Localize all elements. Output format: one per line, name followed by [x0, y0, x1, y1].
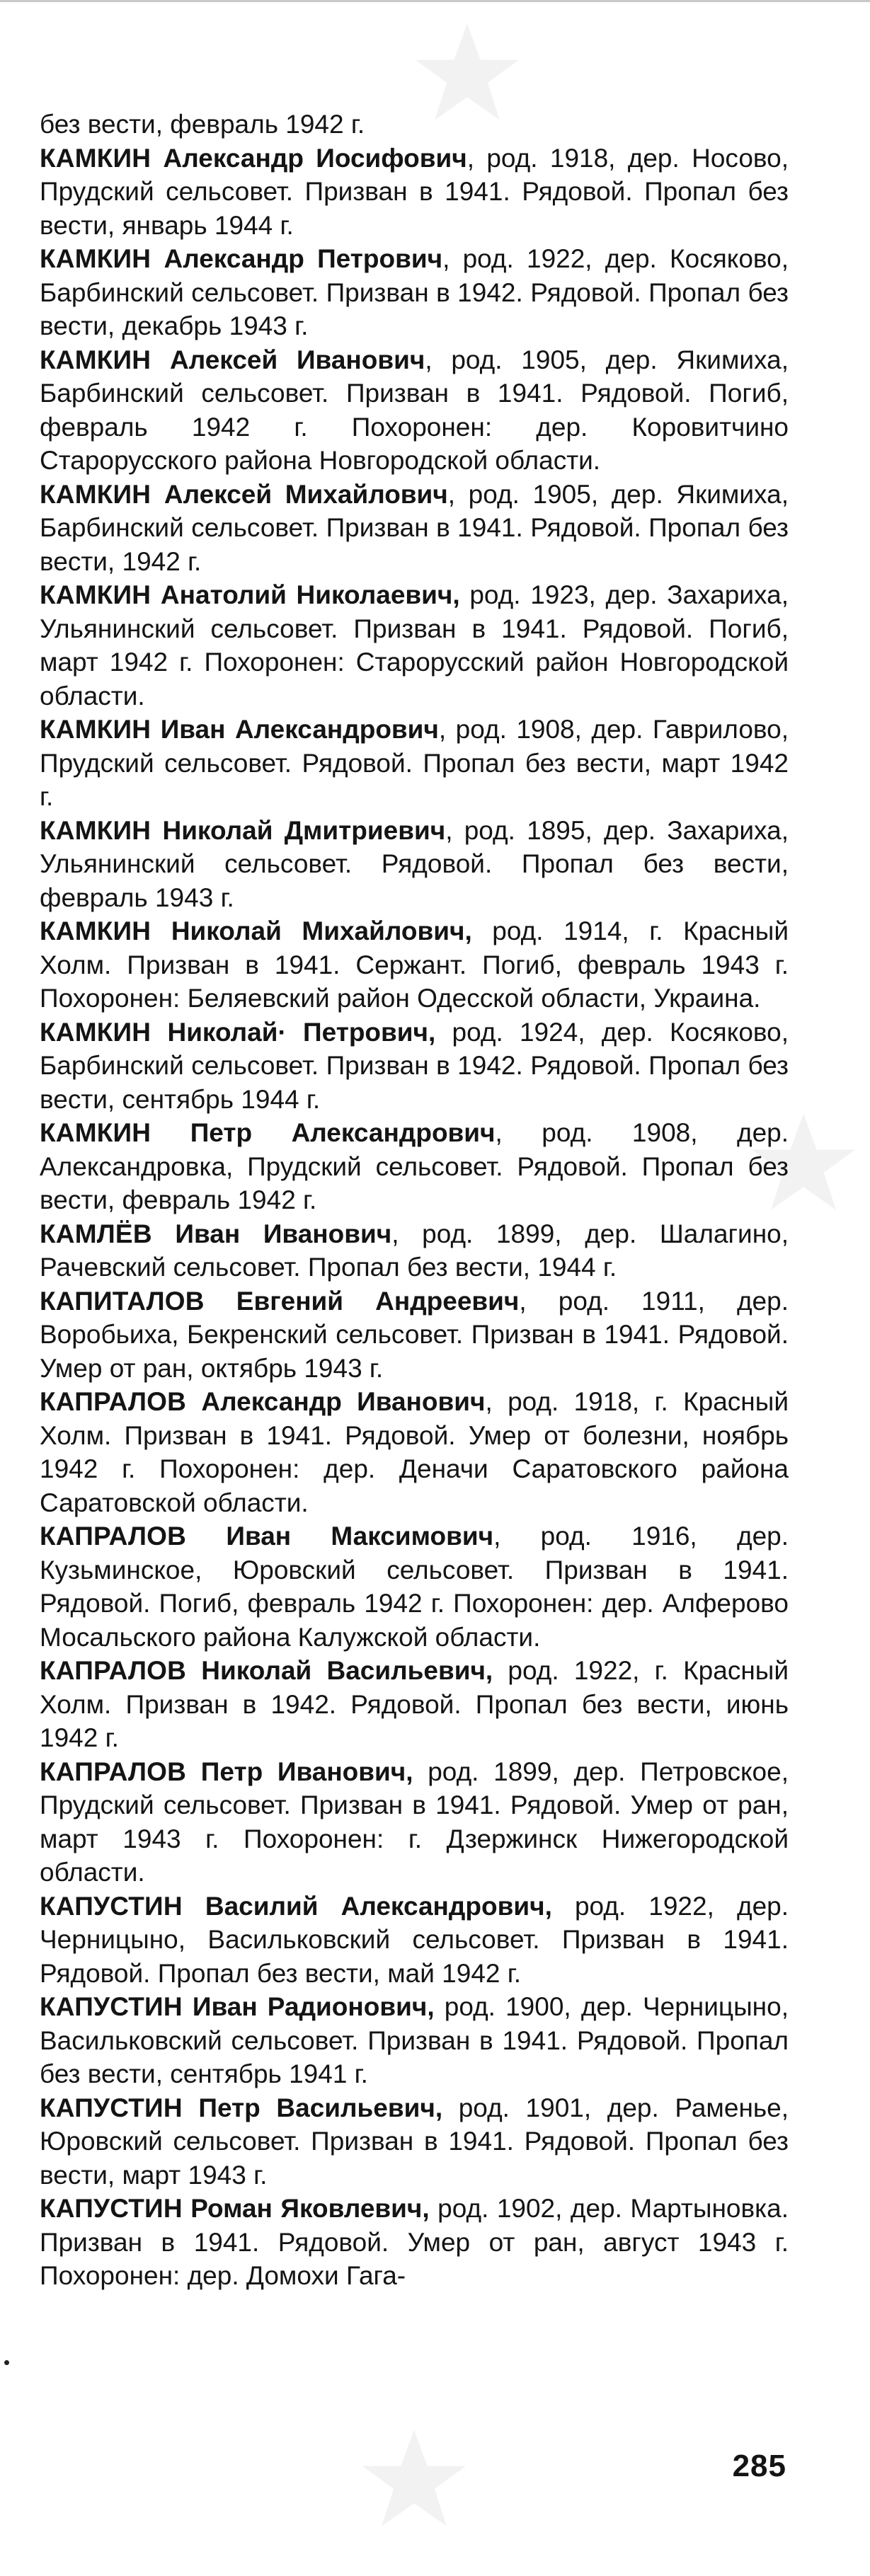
page-number: 285	[732, 2449, 786, 2483]
entry-surname: КАПИТАЛОВ	[40, 1286, 205, 1316]
entry-details: , род. 1905, дер. Якимиха, Барбинский сельсовет. Призван в 1941. Рядовой. Погиб, февраль 1942 г. Похоронен: дер. Коровитчино Старорусского района Новгородской области.	[40, 345, 789, 475]
entry-given-name: Иван Максимович	[226, 1522, 494, 1551]
entry-given-name: Петр Александрович	[190, 1118, 496, 1147]
list-item	[40, 1519, 789, 1654]
entry-surname: КАПРАЛОВ	[40, 1522, 187, 1551]
entry-surname: КАМКИН	[40, 715, 151, 744]
entry-surname: КАМКИН	[40, 143, 151, 173]
entry-details: , род. 1895, дер. Захариха, Ульянинский сельсовет. Рядовой. Пропал без вести, февраль 1943 г.	[40, 815, 789, 912]
entry-details: , род. 1911, дер. Воробьиха, Бекренский сельсовет. Призван в 1941. Рядовой. Умер от ран, октябрь 1943 г.	[40, 1286, 789, 1383]
entry-given-name: Петр Иванович,	[200, 1756, 413, 1786]
entry-surname: КАПРАЛОВ	[40, 1656, 187, 1685]
entry-given-name: Алексей Михайлович	[164, 479, 448, 509]
list-item	[40, 2192, 789, 2293]
list-item	[40, 1385, 789, 1519]
entry-given-name: Роман Яковлевич,	[190, 2194, 430, 2223]
list-item	[40, 1755, 789, 1890]
entry-details: , род. 1908, дер. Гаврилово, Прудский сельсовет. Рядовой. Пропал без вести, март 1942 г.	[40, 715, 789, 811]
list-item	[40, 1217, 789, 1284]
entry-given-name: Александр Иванович	[201, 1387, 486, 1416]
entry-details: , род. 1918, дер. Носово, Прудский сельсовет. Призван в 1941. Рядовой. Пропал без вести, январь 1944 г.	[40, 143, 789, 240]
margin-dot	[4, 2360, 9, 2365]
entry-given-name: Василий Александрович,	[205, 1891, 552, 1921]
text-column	[40, 108, 789, 2293]
entry-details: род. 1899, дер. Петровское, Прудский сельсовет. Призван в 1941. Рядовой. Умер от ран, март 1943 г. Похоронен: г. Дзержинск Нижегородской области.	[40, 1756, 789, 1887]
scan-top-edge	[0, 0, 870, 2]
entry-given-name: Анатолий Николаевич,	[160, 580, 460, 609]
entry-surname: КАМКИН	[40, 1118, 151, 1147]
list-item	[40, 142, 789, 243]
list-item	[40, 914, 789, 1016]
entry-given-name: Алексей Иванович	[169, 345, 425, 374]
entry-given-name: Петр Васильевич,	[198, 2093, 443, 2122]
entry-surname: КАМКИН	[40, 815, 151, 845]
entry-surname: КАПУСТИН	[40, 1891, 183, 1921]
entry-given-name: Николай Дмитриевич	[162, 815, 446, 845]
entry-details: род. 1922, г. Красный Холм. Призван в 1942. Рядовой. Пропал без вести, июнь 1942 г.	[40, 1656, 789, 1752]
entry-surname: КАМЛЁВ	[40, 1219, 152, 1248]
entry-surname: КАМКИН	[40, 345, 151, 374]
list-item	[40, 1284, 789, 1386]
list-item	[40, 1654, 789, 1755]
entry-details: род. 1914, г. Красный Холм. Призван в 1941. Сержант. Погиб, февраль 1943 г. Похоронен: Беляевский район Одесской области, Украина.	[40, 916, 789, 1013]
entry-given-name: Александр Петрович	[164, 244, 443, 273]
entry-given-name: Николай Михайлович,	[171, 916, 472, 945]
entry-given-name: Иван Иванович	[175, 1219, 392, 1248]
entry-given-name: Николай Васильевич,	[201, 1656, 493, 1685]
entry-surname: КАМКИН	[40, 244, 151, 273]
entry-details: род. 1924, дер. Косяково, Барбинский сельсовет. Призван в 1942. Рядовой. Пропал без вести, сентябрь 1944 г.	[40, 1017, 789, 1114]
continuation-text: без вести, февраль 1942 г.	[40, 110, 365, 139]
entry-details: , род. 1905, дер. Якимиха, Барбинский сельсовет. Призван в 1941. Рядовой. Пропал без вести, 1942 г.	[40, 479, 789, 576]
entry-surname: КАМКИН	[40, 580, 151, 609]
entry-details: , род. 1918, г. Красный Холм. Призван в 1941. Рядовой. Умер от болезни, ноябрь 1942 г. Похоронен: дер. Деначи Саратовского района Саратовской области.	[40, 1387, 789, 1517]
entry-list	[40, 142, 789, 2293]
entry-details: род. 1923, дер. Захариха, Ульянинский сельсовет. Призван в 1941. Рядовой. Погиб, март 1942 г. Похоронен: Старорусский район Новгородской области.	[40, 580, 789, 711]
entry-given-name: Иван Александрович	[160, 715, 439, 744]
entry-surname: КАМКИН	[40, 479, 151, 509]
entry-details: род. 1902, дер. Мартыновка. Призван в 1941. Рядовой. Умер от ран, август 1943 г. Похоронен: дер. Домохи Гага-	[40, 2194, 789, 2290]
entry-surname: КАПУСТИН	[40, 2194, 183, 2223]
entry-given-name: Иван Радионович,	[192, 1992, 435, 2021]
list-item	[40, 1116, 789, 1217]
list-item	[40, 343, 789, 478]
entry-details: , род. 1916, дер. Кузьминское, Юровский сельсовет. Призван в 1941. Рядовой. Погиб, февраль 1942 г. Похоронен: дер. Алферово Мосальского района Калужской области.	[40, 1522, 789, 1652]
entry-details: , род. 1922, дер. Косяково, Барбинский сельсовет. Призван в 1942. Рядовой. Пропал без вести, декабрь 1943 г.	[40, 244, 789, 340]
entry-surname: КАПРАЛОВ	[40, 1756, 187, 1786]
list-item	[40, 1990, 789, 2091]
entry-surname: КАМКИН	[40, 1017, 151, 1047]
entry-details: род. 1901, дер. Раменье, Юровский сельсовет. Призван в 1941. Рядовой. Пропал без вести, март 1943 г.	[40, 2093, 789, 2190]
entry-surname: КАПУСТИН	[40, 2093, 183, 2122]
entry-details: род. 1900, дер. Черницыно, Васильковский сельсовет. Призван в 1941. Рядовой. Пропал без вести, сентябрь 1941 г.	[40, 1992, 789, 2088]
list-item	[40, 1890, 789, 1991]
entry-given-name: Александр Иосифович	[163, 143, 467, 173]
list-item	[40, 2091, 789, 2192]
entry-surname: КАПУСТИН	[40, 1992, 183, 2021]
entry-surname: КАМКИН	[40, 916, 151, 945]
list-item	[40, 578, 789, 713]
entry-given-name: Евгений Андреевич	[236, 1286, 520, 1316]
list-item	[40, 242, 789, 343]
list-item	[40, 1016, 789, 1117]
entry-given-name: Николай· Петрович,	[167, 1017, 436, 1047]
list-item	[40, 713, 789, 814]
entry-surname: КАПРАЛОВ	[40, 1387, 187, 1416]
list-item	[40, 478, 789, 579]
entry-details: , род. 1899, дер. Шалагино, Рачевский сельсовет. Пропал без вести, 1944 г.	[40, 1219, 789, 1282]
entry-details: род. 1922, дер. Черницыно, Васильковский сельсовет. Призван в 1941. Рядовой. Пропал без вести, май 1942 г.	[40, 1891, 789, 1988]
entry-details: , род. 1908, дер. Александровка, Прудский сельсовет. Рядовой. Пропал без вести, февраль 1942 г.	[40, 1118, 789, 1214]
watermark-emblem-icon	[354, 2420, 474, 2541]
list-item	[40, 814, 789, 915]
